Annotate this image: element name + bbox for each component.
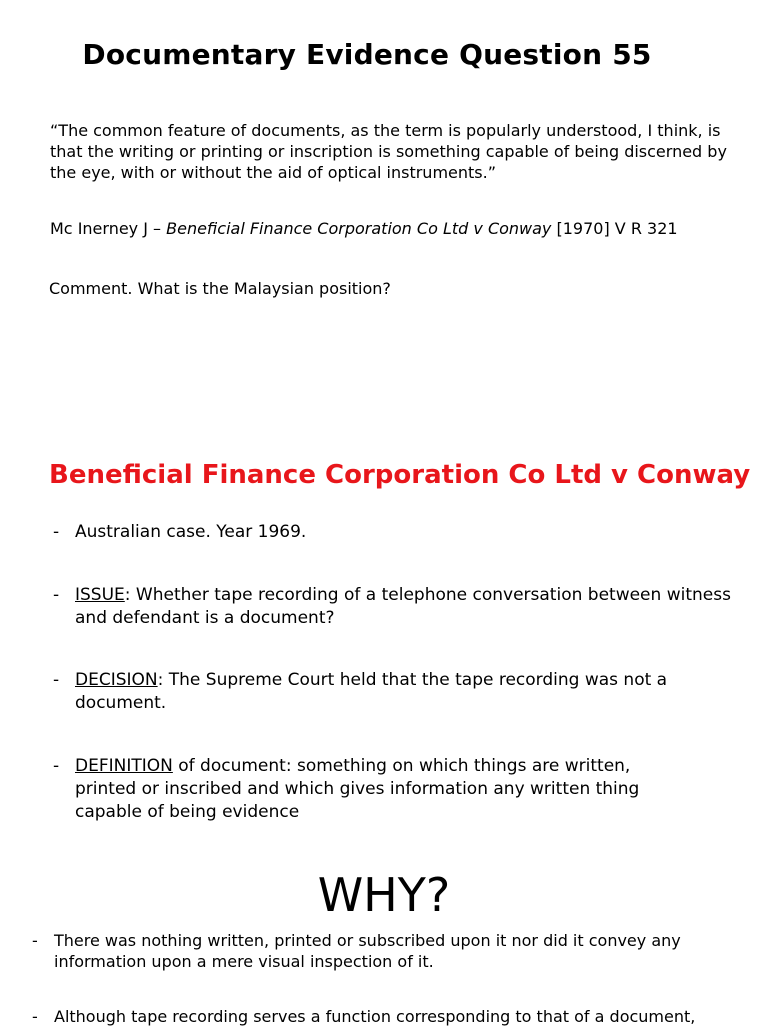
reason-dash: - <box>32 1007 38 1026</box>
bullet-text: : Whether tape recording of a telephone conversation between witness and defendant is a document? <box>75 585 731 628</box>
bullet-key-issue: ISSUE <box>75 585 125 605</box>
slide-title: Documentary Evidence Question 55 <box>82 38 652 71</box>
bullet-dash: - <box>53 522 60 542</box>
reason-item <box>32 930 734 972</box>
citation-judge: Mc Inerney J – <box>50 219 167 238</box>
reason-text: There was nothing written, printed or subscribed upon it nor did it convey any information upon a mere visual inspection of it. <box>54 931 681 971</box>
bullet-dash: - <box>53 756 60 776</box>
bullet-decision <box>53 669 735 715</box>
why-heading: WHY? <box>317 868 451 922</box>
reason-dash: - <box>32 931 38 950</box>
bullet-key-decision: DECISION <box>75 670 158 690</box>
bullet-key-definition: DEFINITION <box>75 756 173 776</box>
bullet-text: of document: something on which things are written, printed or inscribed and which gives information any written thing capable of being evidence <box>75 756 640 822</box>
case-heading: Beneficial Finance Corporation Co Ltd v Conway <box>49 460 751 490</box>
bullet-text: : The Supreme Court held that the tape recording was not a document. <box>75 670 668 713</box>
bullet-issue <box>53 584 735 630</box>
citation-report: [1970] V R 321 <box>551 219 678 238</box>
bullet-background <box>53 521 735 544</box>
bullet-dash: - <box>53 585 60 605</box>
bullet-text: Australian case. Year 1969. <box>75 522 307 542</box>
quote-text: “The common feature of documents, as the term is popularly understood, I think, is that the writing or printing or inscription is something capable of being discerned by the eye, with or without the aid of optical instruments.” <box>50 121 727 182</box>
citation-case-name: Beneficial Finance Corporation Co Ltd v Conway <box>166 219 552 238</box>
comment-question: Comment. What is the Malaysian position? <box>49 279 391 298</box>
bullet-definition <box>53 755 695 824</box>
citation <box>50 219 678 238</box>
bullet-dash: - <box>53 670 60 690</box>
reason-text: Although tape recording serves a function corresponding to that of a document, <box>54 1007 696 1026</box>
